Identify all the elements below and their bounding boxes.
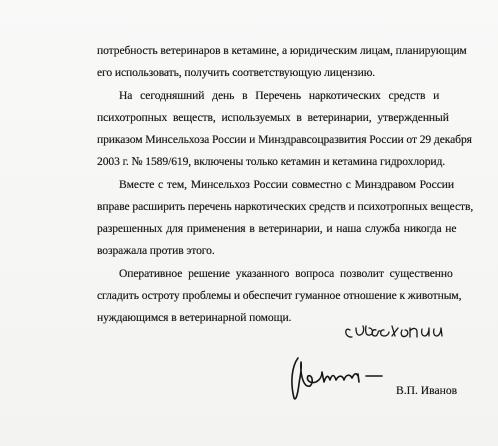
text-line: Вместе с тем, Минсельхоз России совместно с Минздравом России [119,178,454,191]
text-line: психотропных веществ, используемых в ветеринарии, утвержденный [97,111,449,124]
text-line: 2003 г. № 1589/619, включены только кетамин и кетамина гидрохлорид. [97,155,446,168]
handwritten-note [342,318,452,344]
signer-name: В.П. Иванов [396,384,458,397]
text-line: На сегодняшний день в Перечень наркотических средств и [119,89,440,102]
text-line: приказом Минсельхоза России и Минздравсоцразвития России от 29 декабря [97,133,472,146]
signature [286,352,396,404]
text-line: сгладить остроту проблемы и обеспечит гуманное отношение к животным, [97,289,462,302]
text-line: возражала против этого. [97,244,215,257]
text-line: потребность ветеринаров в кетамине, а юридическим лицам, планирующим [97,44,467,57]
text-line: нуждающимся в ветеринарной помощи. [97,311,292,324]
text-line: вправе расширить перечень наркотических средств и психотропных веществ, [97,200,474,213]
text-line: разрешенных для применения в ветеринарии, и наша служба никогда не [97,222,457,235]
text-line: Оперативное решение указанного вопроса позволит существенно [119,267,453,280]
text-line: его использовать, получить соответствующую лицензию. [97,66,376,79]
